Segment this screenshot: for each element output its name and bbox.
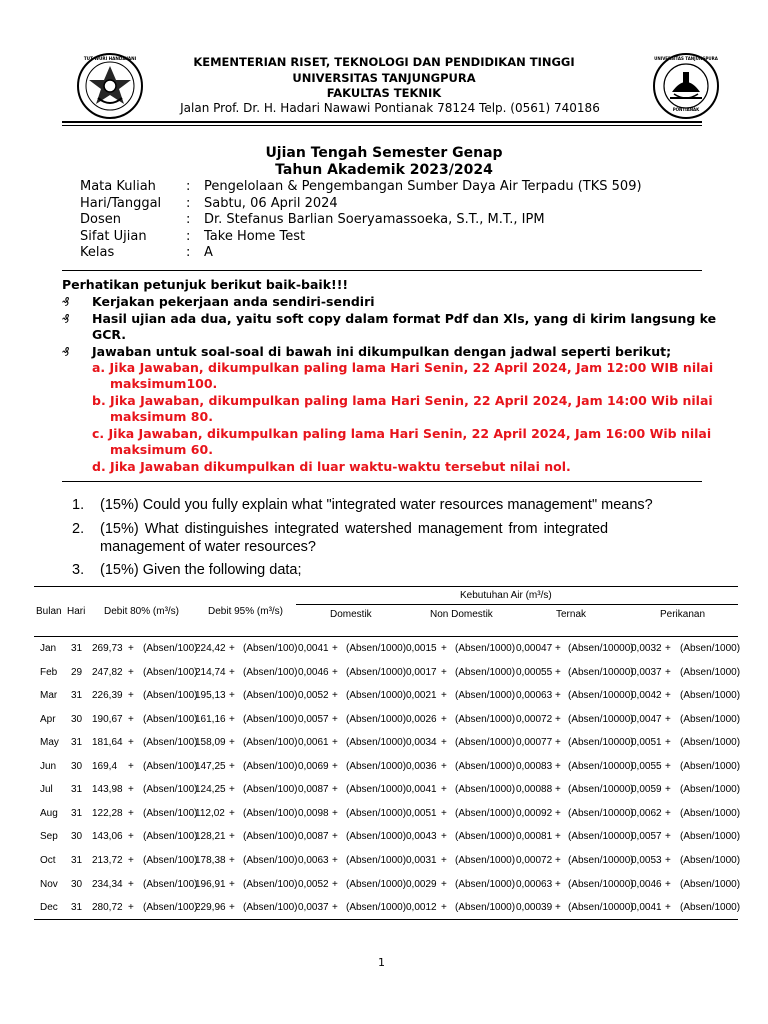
table-cell: 0,0037 — [298, 902, 329, 914]
table-bottom-rule — [34, 919, 738, 920]
table-cell: (Absen/1000) — [346, 784, 407, 796]
table-cell: + — [128, 643, 134, 654]
table-cell: (Absen/1000) — [346, 690, 407, 702]
table-cell: 0,0046 — [298, 666, 329, 678]
table-cell: (Absen/100) — [243, 807, 298, 819]
table-cell: + — [229, 760, 235, 772]
table-cell: 234,34 — [92, 878, 123, 890]
table-cell: 0,00072 — [516, 713, 553, 725]
table-cell: (Absen/10000) — [568, 737, 634, 749]
table-cell: (Absen/10000) — [568, 902, 634, 914]
table-cell: (Absen/1000) — [680, 831, 741, 843]
table-cell: 0,0043 — [406, 831, 437, 843]
table-cell: (Absen/1000) — [455, 854, 516, 866]
table-cell: 143,06 — [92, 831, 123, 843]
table-cell: May — [40, 737, 59, 749]
meta-value: Take Home Test — [204, 228, 306, 244]
table-cell: + — [128, 902, 134, 914]
meta-colon: : — [186, 195, 191, 211]
table-cell: (Absen/10000) — [568, 760, 634, 772]
table-cell: + — [332, 807, 338, 819]
table-cell: (Absen/1000) — [455, 902, 516, 914]
table-cell: (Absen/1000) — [346, 831, 407, 843]
table-cell: + — [332, 902, 338, 914]
table-cell: 31 — [71, 854, 83, 866]
table-cell: 280,72 — [92, 902, 123, 914]
meta-value: Pengelolaan & Pengembangan Sumber Daya Air Terpadu (TKS 509) — [204, 179, 642, 194]
table-cell: (Absen/1000) — [455, 666, 516, 678]
bullet-icon: ₰ — [62, 295, 70, 309]
meta-value: Dr. Stefanus Barlian Soeryamassoeka, S.T., M.T., IPM — [204, 212, 545, 227]
table-cell: 0,0041 — [406, 784, 437, 796]
table-cell: + — [555, 902, 561, 914]
instructions-heading: Perhatikan petunjuk berikut baik-baik!!! — [62, 277, 349, 292]
table-cell: (Absen/100) — [143, 666, 198, 678]
table-cell: (Absen/100) — [243, 690, 298, 702]
table-cell: + — [332, 878, 338, 890]
table-cell: 31 — [71, 807, 83, 819]
table-cell: + — [441, 713, 447, 725]
table-cell: 31 — [71, 737, 83, 749]
table-cell: + — [128, 854, 134, 866]
col-header-nondomestik: Non Domestik — [430, 609, 493, 620]
table-cell: (Absen/100) — [143, 737, 198, 749]
header-divider-thin — [62, 125, 702, 126]
table-cell: (Absen/1000) — [680, 737, 741, 749]
table-cell: + — [555, 878, 561, 890]
page-number: 1 — [378, 956, 385, 969]
table-header-rule — [34, 636, 738, 637]
table-cell: + — [128, 878, 134, 890]
table-cell: 30 — [71, 760, 83, 772]
table-cell: (Absen/100) — [143, 902, 198, 914]
table-cell: (Absen/10000) — [568, 807, 634, 819]
table-cell: + — [665, 831, 671, 843]
table-cell: Apr — [40, 713, 56, 725]
table-cell: 0,0063 — [298, 854, 329, 866]
table-cell: (Absen/1000) — [346, 666, 407, 678]
table-cell: + — [555, 713, 561, 725]
table-cell: 29 — [71, 666, 83, 678]
table-cell: + — [555, 760, 561, 772]
table-cell: + — [665, 784, 671, 796]
table-cell: (Absen/100) — [243, 784, 298, 796]
table-cell: (Absen/10000) — [568, 831, 634, 843]
table-cell: + — [128, 760, 134, 772]
table-cell: (Absen/100) — [143, 784, 198, 796]
table-cell: 0,0062 — [631, 807, 662, 819]
table-cell: 30 — [71, 878, 83, 890]
meta-colon: : — [186, 228, 191, 244]
table-cell: (Absen/100) — [143, 878, 198, 890]
table-cell: 0,0055 — [631, 760, 662, 772]
table-cell: (Absen/10000) — [568, 784, 634, 796]
table-cell: (Absen/100) — [143, 713, 198, 725]
table-cell: (Absen/100) — [243, 854, 298, 866]
table-cell: 31 — [71, 643, 83, 654]
table-cell: (Absen/1000) — [680, 760, 741, 772]
table-cell: (Absen/1000) — [455, 784, 516, 796]
table-cell: (Absen/10000) — [568, 666, 634, 678]
table-cell: 143,98 — [92, 784, 123, 796]
table-cell: 269,73 — [92, 643, 123, 654]
table-cell: 0,0051 — [631, 737, 662, 749]
table-cell: 169,4 — [92, 760, 118, 772]
table-cell: + — [441, 878, 447, 890]
table-cell: 30 — [71, 831, 83, 843]
table-cell: + — [441, 690, 447, 702]
table-cell: (Absen/1000) — [346, 643, 407, 654]
table-cell: 0,00092 — [516, 807, 553, 819]
table-cell: 0,0012 — [406, 902, 437, 914]
table-cell: 247,82 — [92, 666, 123, 678]
table-cell: 190,67 — [92, 713, 123, 725]
table-cell: (Absen/10000) — [568, 854, 634, 866]
right-logo-bottom-text: PONTIANAK — [672, 107, 700, 112]
bullet-icon: ₰ — [62, 312, 70, 326]
right-logo-text: UNIVERSITAS TANJUNGPURA — [654, 56, 718, 61]
table-cell: (Absen/100) — [143, 854, 198, 866]
table-cell: + — [665, 666, 671, 678]
table-cell: + — [665, 854, 671, 866]
table-cell: Jun — [40, 760, 57, 772]
table-cell: 0,0059 — [631, 784, 662, 796]
table-cell: (Absen/1000) — [346, 854, 407, 866]
table-cell: 0,00047 — [516, 643, 553, 654]
table-cell: 0,00077 — [516, 737, 553, 749]
table-cell: + — [555, 831, 561, 843]
table-cell: 0,0015 — [406, 643, 437, 654]
table-cell: (Absen/1000) — [455, 643, 516, 654]
table-cell: + — [332, 784, 338, 796]
table-cell: Jul — [40, 784, 53, 796]
table-cell: (Absen/1000) — [455, 831, 516, 843]
header-divider-thick — [62, 121, 702, 123]
table-cell: + — [229, 878, 235, 890]
table-cell: 124,25 — [195, 784, 226, 796]
table-cell: 0,00055 — [516, 666, 553, 678]
table-cell: + — [229, 666, 235, 678]
table-cell: 0,00083 — [516, 760, 553, 772]
table-cell: 181,64 — [92, 737, 123, 749]
col-header-domestik: Domestik — [330, 609, 372, 620]
table-cell: (Absen/100) — [143, 831, 198, 843]
table-cell: Feb — [40, 666, 58, 678]
table-cell: (Absen/100) — [243, 643, 298, 654]
table-cell: + — [332, 831, 338, 843]
table-cell: 0,00039 — [516, 902, 553, 914]
meta-key: Dosen — [80, 212, 121, 227]
table-cell: + — [332, 643, 338, 654]
table-cell: 178,38 — [195, 854, 226, 866]
table-cell: 0,00063 — [516, 690, 553, 702]
table-cell: (Absen/1000) — [346, 737, 407, 749]
table-cell: 0,0032 — [631, 643, 662, 654]
table-cell: + — [229, 643, 235, 654]
meta-colon: : — [186, 179, 191, 194]
table-cell: 128,21 — [195, 831, 226, 843]
table-cell: (Absen/1000) — [455, 690, 516, 702]
table-cell: + — [441, 737, 447, 749]
table-cell: + — [555, 690, 561, 702]
table-cell: 0,0034 — [406, 737, 437, 749]
table-cell: 31 — [71, 784, 83, 796]
table-group-header: Kebutuhan Air (m³/s) — [460, 590, 552, 601]
table-cell: + — [332, 666, 338, 678]
table-cell: (Absen/100) — [243, 737, 298, 749]
table-cell: 196,91 — [195, 878, 226, 890]
table-cell: 0,0061 — [298, 737, 329, 749]
table-cell: (Absen/1000) — [680, 902, 741, 914]
table-cell: 0,0031 — [406, 854, 437, 866]
meta-key: Hari/Tanggal — [80, 195, 162, 211]
table-cell: (Absen/1000) — [455, 807, 516, 819]
table-cell: 0,00063 — [516, 878, 553, 890]
table-cell: + — [665, 643, 671, 654]
table-cell: 0,0041 — [631, 902, 662, 914]
table-cell: + — [229, 831, 235, 843]
table-cell: 0,0021 — [406, 690, 437, 702]
table-cell: Mar — [40, 690, 58, 702]
meta-key: Kelas — [80, 245, 115, 260]
col-header-hari: Hari — [67, 606, 86, 617]
table-cell: + — [665, 713, 671, 725]
table-cell: 0,0052 — [298, 878, 329, 890]
left-logo-text: TUT WURI HANDAYANI — [83, 56, 137, 61]
table-cell: + — [332, 737, 338, 749]
table-cell: 0,0047 — [631, 713, 662, 725]
table-cell: (Absen/1000) — [680, 713, 741, 725]
table-cell: Nov — [40, 878, 58, 890]
table-cell: Sep — [40, 831, 58, 843]
table-cell: (Absen/100) — [143, 807, 198, 819]
col-header-ternak: Ternak — [556, 609, 587, 620]
table-cell: + — [128, 713, 134, 725]
table-cell: + — [229, 690, 235, 702]
table-cell: (Absen/1000) — [680, 643, 741, 654]
table-cell: 147,25 — [195, 760, 226, 772]
table-cell: 0,0057 — [298, 713, 329, 725]
table-cell: + — [555, 666, 561, 678]
table-cell: + — [128, 737, 134, 749]
table-cell: 226,39 — [92, 690, 123, 702]
table-cell: 0,0087 — [298, 784, 329, 796]
col-header-debit95: Debit 95% (m³/s) — [208, 606, 284, 617]
table-cell: 0,0037 — [631, 666, 662, 678]
table-cell: (Absen/1000) — [680, 784, 741, 796]
table-cell: 0,0046 — [631, 878, 662, 890]
table-cell: (Absen/1000) — [346, 713, 407, 725]
meta-divider — [62, 270, 702, 271]
table-cell: + — [441, 643, 447, 654]
table-cell: 30 — [71, 713, 83, 725]
table-cell: 0,0036 — [406, 760, 437, 772]
table-cell: + — [229, 854, 235, 866]
table-cell: (Absen/10000) — [568, 713, 634, 725]
table-cell: (Absen/100) — [143, 690, 198, 702]
bullet-icon: ₰ — [62, 345, 70, 359]
header-university: UNIVERSITAS TANJUNGPURA — [292, 71, 476, 85]
table-cell: (Absen/10000) — [568, 878, 634, 890]
table-cell: (Absen/100) — [243, 760, 298, 772]
table-cell: 0,0053 — [631, 854, 662, 866]
table-cell: + — [665, 807, 671, 819]
table-cell: + — [229, 713, 235, 725]
table-cell: 0,0087 — [298, 831, 329, 843]
table-cell: 31 — [71, 690, 83, 702]
table-cell: (Absen/1000) — [455, 737, 516, 749]
table-cell: 0,00088 — [516, 784, 553, 796]
table-cell: + — [441, 666, 447, 678]
table-cell: 112,02 — [195, 807, 225, 819]
table-cell: Jan — [40, 643, 57, 654]
table-cell: 229,96 — [195, 902, 226, 914]
table-group-rule — [296, 604, 738, 605]
table-cell: 195,13 — [195, 690, 226, 702]
table-cell: + — [665, 690, 671, 702]
table-cell: + — [332, 760, 338, 772]
table-cell: + — [555, 784, 561, 796]
table-cell: (Absen/100) — [243, 902, 298, 914]
table-cell: + — [332, 690, 338, 702]
table-cell: + — [332, 854, 338, 866]
table-cell: 0,00072 — [516, 854, 553, 866]
table-cell: 213,72 — [92, 854, 123, 866]
exam-title: Ujian Tengah Semester Genap — [265, 145, 503, 161]
table-cell: 0,0051 — [406, 807, 437, 819]
table-cell: 224,42 — [195, 643, 226, 654]
table-cell: (Absen/1000) — [346, 760, 407, 772]
table-cell: 161,16 — [195, 713, 226, 725]
table-cell: + — [555, 737, 561, 749]
table-cell: 31 — [71, 902, 83, 914]
table-cell: Aug — [40, 807, 58, 819]
table-cell: 0,0026 — [406, 713, 437, 725]
header-ministry: KEMENTERIAN RISET, TEKNOLOGI DAN PENDIDIKAN TINGGI — [193, 55, 575, 69]
table-cell: 0,0052 — [298, 690, 329, 702]
table-cell: + — [128, 831, 134, 843]
table-cell: + — [128, 690, 134, 702]
table-cell: (Absen/1000) — [346, 807, 407, 819]
academic-year: Tahun Akademik 2023/2024 — [275, 162, 493, 178]
table-cell: + — [555, 643, 561, 654]
table-cell: + — [555, 854, 561, 866]
table-cell: (Absen/1000) — [455, 878, 516, 890]
meta-value: Sabtu, 06 April 2024 — [204, 195, 338, 211]
table-cell: 214,74 — [195, 666, 226, 678]
table-cell: + — [665, 760, 671, 772]
table-cell: 0,0069 — [298, 760, 329, 772]
instructions-divider — [62, 481, 702, 482]
header-address: Jalan Prof. Dr. H. Hadari Nawawi Pontianak 78124 Telp. (0561) 740186 — [180, 101, 600, 115]
table-cell: + — [229, 807, 235, 819]
table-cell: 0,0098 — [298, 807, 329, 819]
col-header-perikanan: Perikanan — [660, 609, 706, 620]
table-cell: 122,28 — [92, 807, 123, 819]
table-cell: + — [441, 807, 447, 819]
table-cell: + — [229, 784, 235, 796]
table-cell: + — [441, 831, 447, 843]
meta-colon: : — [186, 212, 191, 227]
meta-colon: : — [186, 245, 191, 260]
table-cell: (Absen/100) — [143, 760, 198, 772]
table-cell: + — [441, 902, 447, 914]
table-cell: (Absen/1000) — [680, 854, 741, 866]
meta-key: Mata Kuliah — [80, 179, 156, 194]
table-cell: + — [555, 807, 561, 819]
table-cell: Dec — [40, 902, 58, 914]
table-cell: (Absen/1000) — [455, 760, 516, 772]
table-cell: (Absen/10000) — [568, 643, 634, 654]
table-cell: (Absen/1000) — [680, 666, 741, 678]
table-cell: (Absen/1000) — [680, 690, 741, 702]
table-cell: + — [665, 902, 671, 914]
table-cell: (Absen/10000) — [568, 690, 634, 702]
table-cell: (Absen/1000) — [346, 902, 407, 914]
table-cell: 0,00081 — [516, 831, 553, 843]
table-cell: (Absen/100) — [243, 666, 298, 678]
table-cell: (Absen/100) — [243, 878, 298, 890]
table-cell: + — [332, 713, 338, 725]
table-cell: (Absen/1000) — [346, 878, 407, 890]
table-cell: + — [665, 878, 671, 890]
table-cell: 158,09 — [195, 737, 226, 749]
table-cell: 0,0017 — [406, 666, 437, 678]
table-cell: + — [441, 784, 447, 796]
table-cell: + — [128, 784, 134, 796]
table-top-rule — [34, 586, 738, 587]
col-header-debit80: Debit 80% (m³/s) — [104, 606, 180, 617]
table-cell: 0,0042 — [631, 690, 662, 702]
table-cell: + — [665, 737, 671, 749]
col-header-bulan: Bulan — [36, 606, 62, 617]
table-cell: (Absen/1000) — [680, 878, 741, 890]
table-cell: + — [441, 854, 447, 866]
table-cell: (Absen/1000) — [680, 807, 741, 819]
table-cell: (Absen/100) — [243, 713, 298, 725]
table-cell: (Absen/1000) — [455, 713, 516, 725]
table-cell: Oct — [40, 854, 56, 866]
meta-value: A — [204, 245, 213, 260]
table-cell: 0,0057 — [631, 831, 662, 843]
table-cell: (Absen/100) — [243, 831, 298, 843]
table-cell: + — [441, 760, 447, 772]
meta-key: Sifat Ujian — [80, 228, 147, 244]
table-cell: + — [128, 807, 134, 819]
table-cell: 0,0041 — [298, 643, 329, 654]
table-cell: + — [128, 666, 134, 678]
table-cell: 0,0029 — [406, 878, 437, 890]
table-cell: (Absen/100) — [143, 643, 198, 654]
header-faculty: FAKULTAS TEKNIK — [326, 86, 442, 100]
table-cell: + — [229, 902, 235, 914]
table-cell: + — [229, 737, 235, 749]
